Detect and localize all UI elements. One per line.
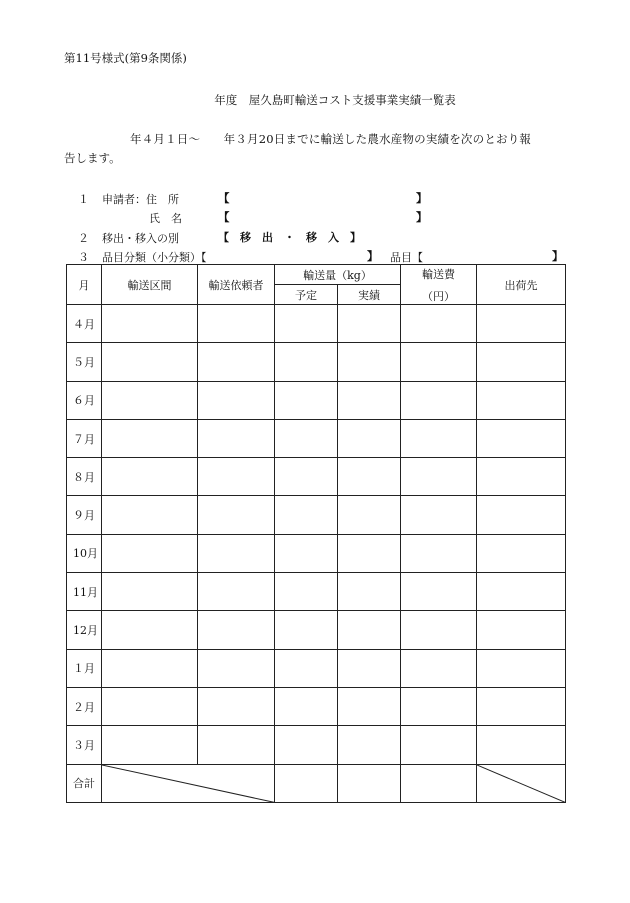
- planned-cell[interactable]: [275, 305, 338, 343]
- category-field[interactable]: [228, 246, 358, 262]
- applicant-number: １: [78, 193, 89, 206]
- cost-cell[interactable]: [401, 305, 477, 343]
- month-label: ８月: [67, 458, 102, 496]
- cost-cell[interactable]: [401, 458, 477, 496]
- section-cell[interactable]: [102, 419, 198, 457]
- destination-cell[interactable]: [477, 496, 566, 534]
- table-row: [67, 649, 566, 687]
- item-bracket-close: 】: [552, 249, 564, 263]
- planned-cell[interactable]: [275, 419, 338, 457]
- table-row: [67, 687, 566, 725]
- cost-cell[interactable]: [401, 343, 477, 381]
- cost-cell[interactable]: [401, 687, 477, 725]
- item-label: 品目【: [390, 251, 423, 264]
- destination-cell[interactable]: [477, 611, 566, 649]
- requester-cell[interactable]: [198, 458, 275, 496]
- month-label: ９月: [67, 496, 102, 534]
- header-actual: 実績: [338, 285, 401, 305]
- section-cell[interactable]: [102, 305, 198, 343]
- actual-cell[interactable]: [338, 573, 401, 611]
- cost-cell[interactable]: [401, 573, 477, 611]
- actual-cell[interactable]: [338, 611, 401, 649]
- address-field[interactable]: [232, 188, 412, 204]
- cost-cell[interactable]: [401, 496, 477, 534]
- requester-cell[interactable]: [198, 726, 275, 764]
- page-title: 年度 屋久島町輸送コスト支援事業実績一覧表: [214, 93, 456, 107]
- destination-cell[interactable]: [477, 458, 566, 496]
- month-label: 12月: [67, 611, 102, 649]
- header-cost-label: 輸送費: [422, 267, 455, 281]
- requester-cell[interactable]: [198, 496, 275, 534]
- category-number: ３: [78, 251, 89, 264]
- cost-cell[interactable]: [401, 649, 477, 687]
- requester-cell[interactable]: [198, 573, 275, 611]
- table-row: [67, 534, 566, 572]
- total-destination-diagonal-cell: [477, 764, 566, 802]
- table-row: [67, 496, 566, 534]
- table-row: [67, 726, 566, 764]
- destination-cell[interactable]: [477, 573, 566, 611]
- planned-cell[interactable]: [275, 649, 338, 687]
- actual-cell[interactable]: [338, 343, 401, 381]
- month-label: ５月: [67, 343, 102, 381]
- destination-cell[interactable]: [477, 649, 566, 687]
- table-row: [67, 305, 566, 343]
- header-cost: [401, 265, 477, 305]
- cost-cell[interactable]: [401, 611, 477, 649]
- applicant-address-label: 申請者：住 所: [102, 193, 179, 206]
- destination-cell[interactable]: [477, 419, 566, 457]
- section-cell[interactable]: [102, 458, 198, 496]
- destination-cell[interactable]: [477, 343, 566, 381]
- month-label: ３月: [67, 726, 102, 764]
- requester-cell[interactable]: [198, 611, 275, 649]
- header-planned: 予定: [275, 285, 338, 305]
- actual-cell[interactable]: [338, 305, 401, 343]
- destination-cell[interactable]: [477, 534, 566, 572]
- planned-cell[interactable]: [275, 496, 338, 534]
- month-label: ４月: [67, 305, 102, 343]
- actual-cell[interactable]: [338, 726, 401, 764]
- planned-cell[interactable]: [275, 381, 338, 419]
- table-row: [67, 611, 566, 649]
- section-cell[interactable]: [102, 343, 198, 381]
- section-cell[interactable]: [102, 496, 198, 534]
- total-cost-cell[interactable]: [401, 764, 477, 802]
- table-row: [67, 573, 566, 611]
- header-month: 月: [67, 265, 102, 305]
- requester-cell[interactable]: [198, 305, 275, 343]
- planned-cell[interactable]: [275, 687, 338, 725]
- planned-cell[interactable]: [275, 458, 338, 496]
- requester-cell[interactable]: [198, 381, 275, 419]
- month-label: ７月: [67, 419, 102, 457]
- category-bracket-close: 】: [367, 249, 379, 263]
- actual-cell[interactable]: [338, 649, 401, 687]
- requester-cell[interactable]: [198, 419, 275, 457]
- section-cell[interactable]: [102, 687, 198, 725]
- move-type-options[interactable]: 【 移 出 ・ 移 入 】: [218, 231, 361, 244]
- table-row: [67, 458, 566, 496]
- planned-cell[interactable]: [275, 573, 338, 611]
- destination-cell[interactable]: [477, 687, 566, 725]
- address-bracket-close: 】: [416, 191, 428, 205]
- results-table: [66, 264, 566, 803]
- month-label: 10月: [67, 534, 102, 572]
- requester-cell[interactable]: [198, 343, 275, 381]
- item-field[interactable]: [428, 246, 548, 262]
- actual-cell[interactable]: [338, 534, 401, 572]
- actual-cell[interactable]: [338, 419, 401, 457]
- destination-cell[interactable]: [477, 726, 566, 764]
- total-actual-cell[interactable]: [338, 764, 401, 802]
- form-number: 第11号様式(第9条関係): [64, 51, 187, 65]
- month-label: ２月: [67, 687, 102, 725]
- section-cell[interactable]: [102, 649, 198, 687]
- diagonal-line: [102, 765, 274, 802]
- requester-cell[interactable]: [198, 649, 275, 687]
- requester-cell[interactable]: [198, 534, 275, 572]
- cost-cell[interactable]: [401, 726, 477, 764]
- actual-cell[interactable]: [338, 381, 401, 419]
- category-label: 品目分類（小分類）【: [102, 251, 207, 264]
- header-amount: 輸送量（kg）: [275, 265, 401, 285]
- section-cell[interactable]: [102, 534, 198, 572]
- header-destination: 出荷先: [477, 265, 566, 305]
- planned-cell[interactable]: [275, 611, 338, 649]
- diagonal-line: [477, 765, 565, 802]
- destination-cell[interactable]: [477, 381, 566, 419]
- month-label: 11月: [67, 573, 102, 611]
- table-row: [67, 343, 566, 381]
- move-type-label: 移出・移入の別: [102, 232, 179, 245]
- total-planned-cell[interactable]: [275, 764, 338, 802]
- actual-cell[interactable]: [338, 458, 401, 496]
- section-cell[interactable]: [102, 611, 198, 649]
- actual-cell[interactable]: [338, 496, 401, 534]
- header-cost-unit: （円）: [422, 289, 455, 303]
- section-cell[interactable]: [102, 381, 198, 419]
- section-cell[interactable]: [102, 573, 198, 611]
- destination-cell[interactable]: [477, 305, 566, 343]
- table-row: [67, 381, 566, 419]
- name-bracket-open: 【: [218, 210, 230, 224]
- name-field[interactable]: [232, 207, 412, 223]
- name-bracket-close: 】: [416, 210, 428, 224]
- actual-cell[interactable]: [338, 687, 401, 725]
- month-label: ６月: [67, 381, 102, 419]
- planned-cell[interactable]: [275, 343, 338, 381]
- applicant-name-label: 氏 名: [149, 212, 182, 225]
- cost-cell[interactable]: [401, 419, 477, 457]
- table-row: [67, 419, 566, 457]
- cost-cell[interactable]: [401, 534, 477, 572]
- move-number: ２: [78, 232, 89, 245]
- total-label: 合計: [67, 764, 102, 802]
- planned-cell[interactable]: [275, 726, 338, 764]
- intro-line-2: 告します。: [64, 151, 121, 165]
- intro-line-1: 年４月１日～ 年３月20日までに輸送した農水産物の実績を次のとおり報: [130, 132, 532, 146]
- total-row: [67, 764, 566, 802]
- planned-cell[interactable]: [275, 534, 338, 572]
- month-label: １月: [67, 649, 102, 687]
- requester-cell[interactable]: [198, 687, 275, 725]
- address-bracket-open: 【: [218, 191, 230, 205]
- cost-cell[interactable]: [401, 381, 477, 419]
- header-section: 輸送区間: [102, 265, 198, 305]
- section-cell[interactable]: [102, 726, 198, 764]
- total-diagonal-cell: [102, 764, 275, 802]
- header-requester: 輸送依頼者: [198, 265, 275, 305]
